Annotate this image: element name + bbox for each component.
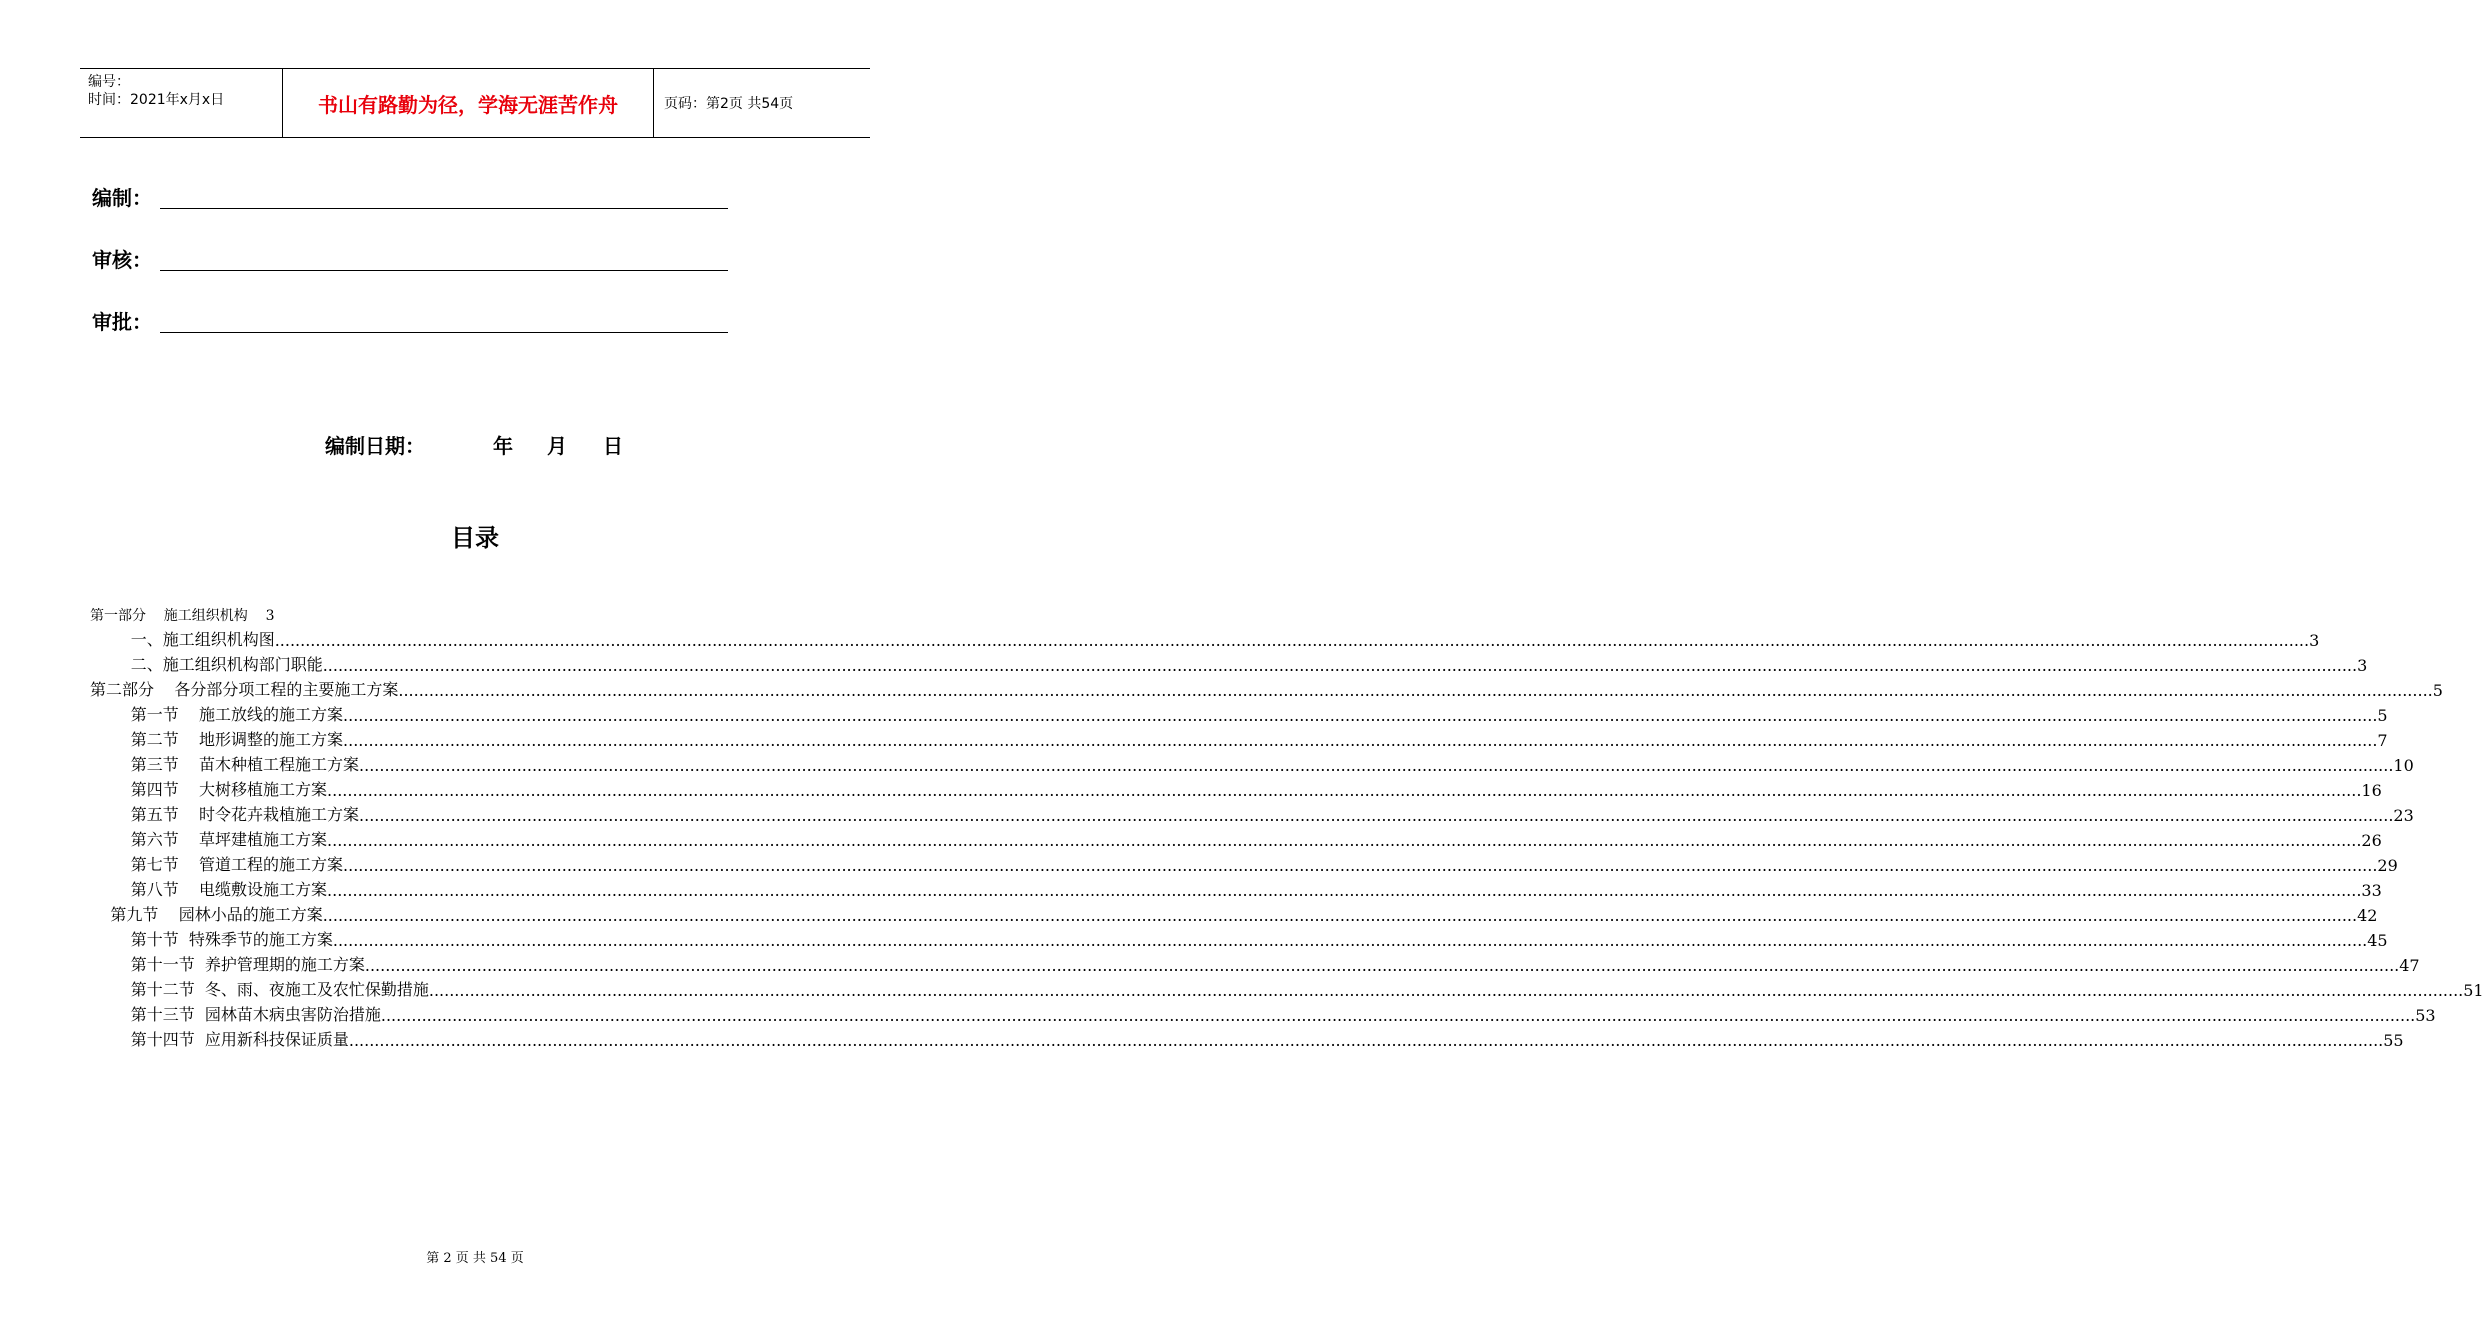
- review-line[interactable]: [160, 270, 728, 271]
- toc-entry[interactable]: [90, 625, 2320, 650]
- toc-entry-label: 第十节 特殊季节的施工方案: [90, 930, 333, 949]
- toc-entry[interactable]: [90, 725, 2388, 750]
- toc-entry-label: 第七节 管道工程的施工方案: [90, 855, 344, 874]
- page-footer: 第 2 页 共 54 页: [426, 1251, 524, 1266]
- approve-label: 审批：: [92, 310, 152, 334]
- day-label: 日: [603, 434, 623, 458]
- toc-leader-dots: ................................................................................................................................................................................................................................................................................................................................................................................................................: [359, 756, 2394, 775]
- toc-title: 目录: [451, 524, 499, 552]
- toc-entry-page: 42: [2357, 906, 2378, 925]
- toc-entry[interactable]: [90, 650, 2368, 675]
- toc-leader-dots: ................................................................................................................................................................................................................................................................................................................................................................................................................: [322, 906, 2358, 925]
- header-motto: 书山有路勤为径，学海无涯苦作舟: [282, 69, 654, 137]
- toc-leader-dots: ................................................................................................................................................................................................................................................................................................................................................................................................................: [327, 831, 2362, 850]
- toc-part1[interactable]: [90, 600, 860, 625]
- toc-entry-page: 45: [2367, 931, 2388, 950]
- toc-part1-label: 第一部分 施工组织机构 3: [90, 608, 275, 624]
- toc-leader-dots: ................................................................................................................................................................................................................................................................................................................................................................................................................: [348, 1031, 2384, 1050]
- toc-leader-dots: ................................................................................................................................................................................................................................................................................................................................................................................................................: [380, 1006, 2416, 1025]
- toc-entry[interactable]: [90, 700, 2388, 725]
- toc-entry-label: 第六节 草坪建植施工方案: [90, 830, 328, 849]
- toc-entry-label: 第十二节 冬、雨、夜施工及农忙保勤措施: [90, 980, 429, 999]
- toc-entry[interactable]: [90, 750, 2414, 775]
- toc-entry-page: 3: [2309, 631, 2320, 650]
- toc-entry-label: 一、施工组织机构图: [90, 630, 275, 649]
- number-label: 编号：: [88, 74, 130, 90]
- toc-entry-page: 29: [2377, 856, 2398, 875]
- month-label: 月: [547, 434, 567, 458]
- toc-entry-label: 第十一节 养护管理期的施工方案: [90, 955, 365, 974]
- toc-entry-label: 二、施工组织机构部门职能: [90, 655, 323, 674]
- compile-date: [325, 430, 623, 459]
- toc-entry-page: 23: [2393, 806, 2414, 825]
- toc-entry-label: 第八节 电缆敷设施工方案: [90, 880, 328, 899]
- toc-entry-label: 第一节 施工放线的施工方案: [90, 705, 344, 724]
- toc-entry-page: 16: [2361, 781, 2382, 800]
- compile-label: 编制：: [92, 186, 152, 210]
- toc-entry[interactable]: [90, 950, 2420, 975]
- header-meta: [80, 69, 282, 137]
- toc-entry-page: 5: [2432, 681, 2443, 700]
- toc-entry-label: 第十三节 园林苗木病虫害防治措施: [90, 1005, 381, 1024]
- toc-leader-dots: ................................................................................................................................................................................................................................................................................................................................................................................................................: [359, 806, 2394, 825]
- toc-entry[interactable]: [90, 1025, 2404, 1050]
- toc-entry-page: 55: [2383, 1031, 2404, 1050]
- toc-entry[interactable]: [90, 775, 2382, 800]
- time-label: 时间：2021年x月x日: [88, 92, 225, 108]
- review-label: 审核：: [92, 248, 152, 272]
- toc-entry[interactable]: [90, 1000, 2436, 1025]
- toc-leader-dots: ................................................................................................................................................................................................................................................................................................................................................................................................................: [343, 731, 2378, 750]
- toc-entry[interactable]: [90, 825, 2382, 850]
- toc-leader-dots: ................................................................................................................................................................................................................................................................................................................................................................................................................: [322, 656, 2358, 675]
- toc-entry-label: 第二节 地形调整的施工方案: [90, 730, 344, 749]
- toc-entry-label: 第二部分 各分部分项工程的主要施工方案: [90, 680, 399, 699]
- toc-leader-dots: ................................................................................................................................................................................................................................................................................................................................................................................................................: [428, 981, 2464, 1000]
- toc-entry[interactable]: [90, 800, 2414, 825]
- toc-entry-page: 7: [2377, 731, 2388, 750]
- toc-entry[interactable]: [90, 900, 2378, 925]
- toc-entry[interactable]: [90, 675, 2443, 700]
- toc-entry-label: 第九节 园林小品的施工方案: [90, 905, 323, 924]
- toc-entry[interactable]: [90, 925, 2388, 950]
- toc-entry-page: 3: [2357, 656, 2368, 675]
- toc-entry-page: 47: [2399, 956, 2420, 975]
- toc-entry-page: 26: [2361, 831, 2382, 850]
- toc-entry[interactable]: [90, 875, 2382, 900]
- toc-leader-dots: ................................................................................................................................................................................................................................................................................................................................................................................................................: [343, 856, 2378, 875]
- toc-entry-label: 第五节 时令花卉栽植施工方案: [90, 805, 360, 824]
- year-label: 年: [493, 434, 513, 458]
- toc-leader-dots: ................................................................................................................................................................................................................................................................................................................................................................................................................: [398, 681, 2433, 700]
- toc-entry-page: 33: [2361, 881, 2382, 900]
- toc-entry-page: 10: [2393, 756, 2414, 775]
- compile-line[interactable]: [160, 208, 728, 209]
- toc-entry[interactable]: [90, 975, 2484, 1000]
- toc-leader-dots: ................................................................................................................................................................................................................................................................................................................................................................................................................: [327, 881, 2362, 900]
- toc-entry-label: 第三节 苗木种植工程施工方案: [90, 755, 360, 774]
- toc-entry-label: 第四节 大树移植施工方案: [90, 780, 328, 799]
- page-header: [80, 68, 870, 138]
- header-page-info: 页码：第2页 共54页: [664, 96, 794, 112]
- toc-leader-dots: ................................................................................................................................................................................................................................................................................................................................................................................................................: [343, 706, 2378, 725]
- toc-entry-page: 5: [2377, 706, 2388, 725]
- toc-leader-dots: ................................................................................................................................................................................................................................................................................................................................................................................................................: [274, 631, 2310, 650]
- toc-entry-label: 第十四节 应用新科技保证质量: [90, 1030, 349, 1049]
- toc-entry-page: 51: [2463, 981, 2484, 1000]
- toc-leader-dots: ................................................................................................................................................................................................................................................................................................................................................................................................................: [364, 956, 2400, 975]
- toc-entry-page: 53: [2415, 1006, 2436, 1025]
- approve-line[interactable]: [160, 332, 728, 333]
- toc-leader-dots: ................................................................................................................................................................................................................................................................................................................................................................................................................: [332, 931, 2368, 950]
- toc-entry[interactable]: [90, 850, 2398, 875]
- compile-date-label: 编制日期：: [325, 434, 425, 458]
- toc-leader-dots: ................................................................................................................................................................................................................................................................................................................................................................................................................: [327, 781, 2362, 800]
